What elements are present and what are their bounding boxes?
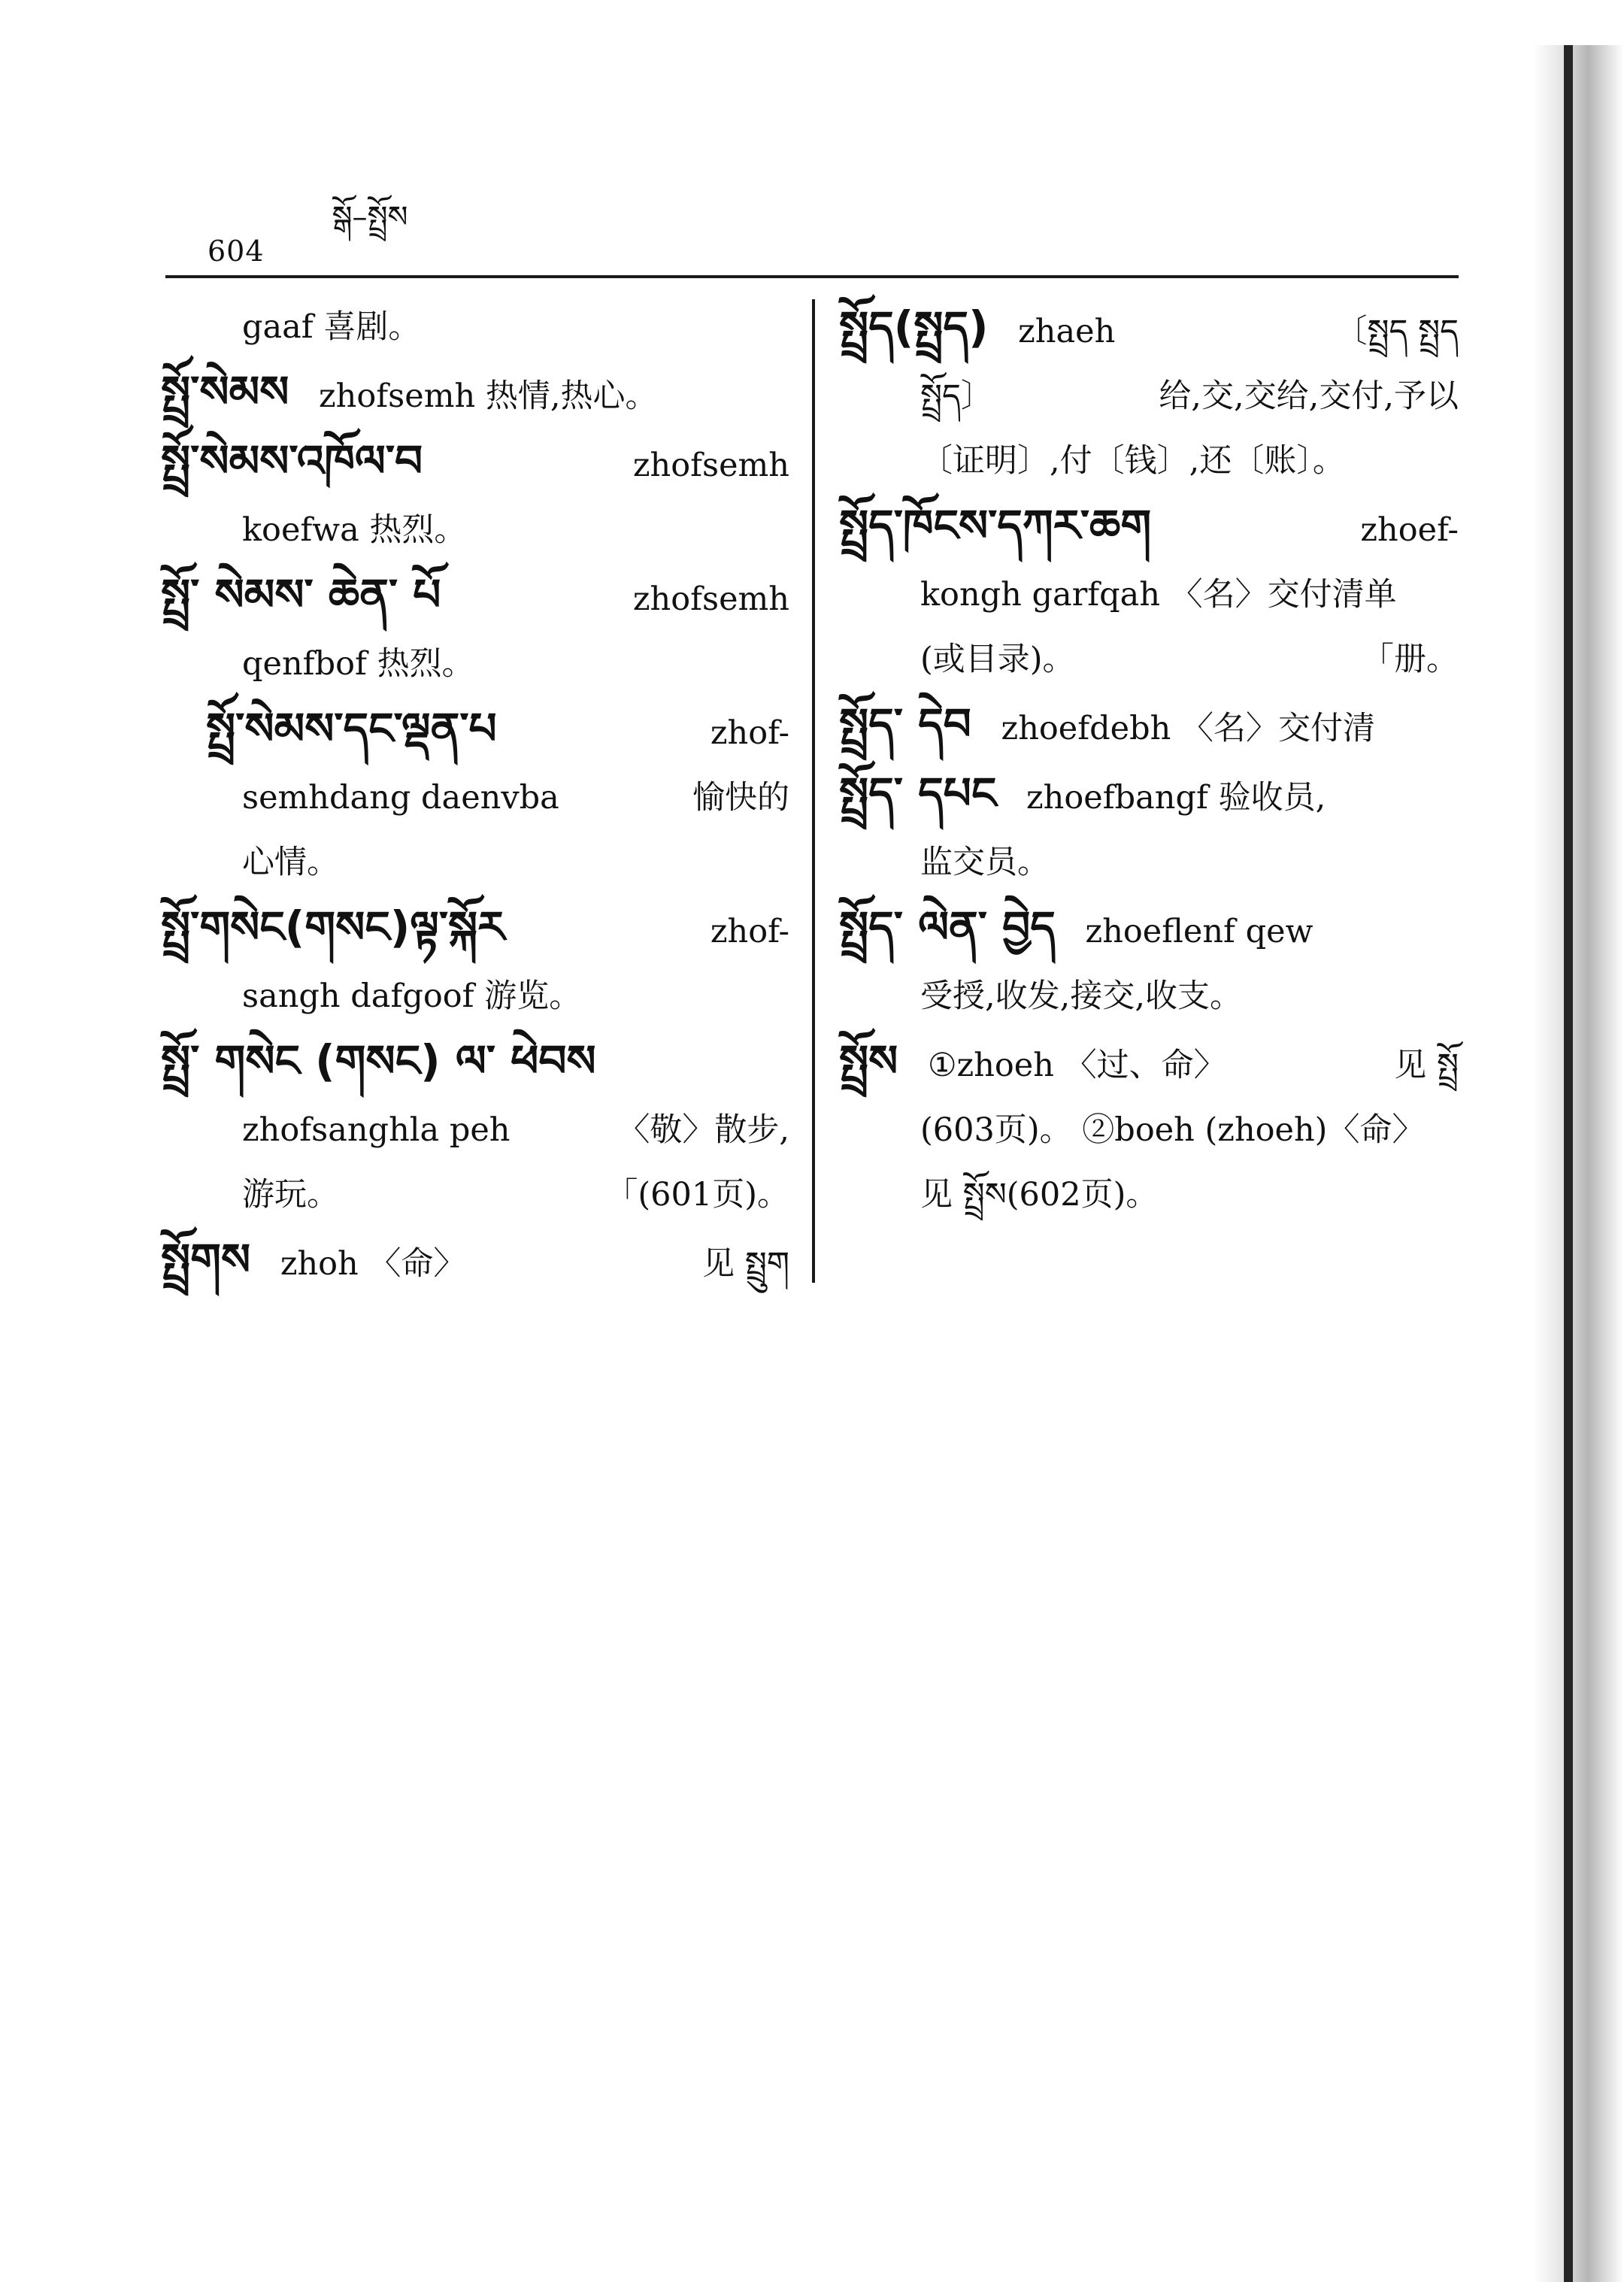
entry-gloss: 〔证明〕,付〔钱〕,还〔账〕。: [920, 442, 1345, 480]
entry-gloss: zhof-: [710, 714, 789, 752]
entry-gloss: qenfbof 热烈。: [242, 645, 474, 683]
entry-headword: སྤྲོད(སྤྲད): [839, 302, 989, 353]
dictionary-entry: [161, 359, 789, 429]
entry-gloss: 「册。: [1362, 641, 1459, 678]
entry-gloss: koefwa 热烈。: [242, 511, 467, 549]
entry-headword: སྤྲོ་གསེང(གསང)ལྟ་སྐོར: [161, 902, 505, 953]
entry-gloss: zhoefdebh 〈名〉交付清: [1001, 710, 1376, 747]
entry-headword: སྤྲོ་སེམས: [161, 366, 289, 417]
entry-variant-forms: 〔སྤྲད སྤྲད: [1335, 313, 1459, 350]
entry-cross-reference: 见 སྤྲུག: [702, 1245, 789, 1283]
dictionary-entry: [839, 493, 1459, 692]
running-head: [208, 200, 408, 268]
entry-continuation: [161, 295, 789, 359]
entry-gloss: zhoh 〈命〉: [280, 1245, 466, 1283]
dictionary-entry: [161, 429, 789, 562]
page-number: 604: [208, 235, 265, 268]
dictionary-subentry: [161, 696, 789, 895]
entry-gloss: zhofsanghla peh: [242, 1111, 511, 1149]
entry-gloss: zhaeh: [1018, 313, 1116, 350]
entry-headword: སྤྲོས: [839, 1035, 898, 1086]
entry-gloss: 监交员。: [920, 844, 1050, 881]
dictionary-entry: [839, 692, 1459, 761]
dictionary-entry: [839, 895, 1459, 1029]
entry-headword: སྤྲོད་ ལེན་ བྱེད: [839, 902, 1056, 953]
dictionary-entry: [161, 562, 789, 696]
running-head-word: སྒོ–སྤྲོས: [332, 200, 408, 235]
entry-gloss: ①zhoeh 〈过、命〉: [927, 1047, 1226, 1084]
entry-gloss: zhofsemh: [632, 447, 789, 484]
entry-gloss: 见 སྤྲོས(602页)。: [920, 1176, 1159, 1214]
entry-headword: སྤྲོ་སེམས་དང་ལྡན་པ: [206, 703, 497, 754]
entry-gloss: zhoeflenf qew: [1085, 913, 1313, 950]
entry-gloss: 受授,收发,接交,收支。: [920, 977, 1243, 1015]
column-divider: [812, 299, 815, 1283]
dictionary-entry: [161, 1029, 789, 1227]
entry-gloss: zhoefbangf 验收员,: [1026, 779, 1326, 817]
entry-headword: སྤྲོད་ཁོངས་དཀར་ཆག: [839, 500, 1152, 551]
dictionary-entry: [839, 1029, 1459, 1227]
entry-gloss: 〈敬〉散步,: [617, 1111, 789, 1149]
entry-gloss: (或目录)。: [920, 641, 1075, 678]
dictionary-entry: [839, 295, 1459, 493]
entry-gloss: (603页)。 ②boeh (zhoeh)〈命〉: [920, 1111, 1425, 1149]
entry-headword: སྤྲོ་ སེམས་ ཆེན་ པོ: [161, 569, 441, 620]
dictionary-entry: [161, 1227, 789, 1296]
left-column: [161, 295, 789, 1296]
entry-gloss: zhofsemh 热情,热心。: [319, 377, 658, 415]
entry-gloss: zhof-: [710, 913, 789, 950]
entry-gloss: 游玩。: [242, 1176, 339, 1214]
entry-gloss: 「(601页)。: [605, 1176, 789, 1214]
entry-headword: སྤྲོ་སེམས་འཁོལ་བ: [161, 435, 423, 486]
entry-headword: སྤྲོགས: [161, 1234, 251, 1285]
entry-headword: སྤྲོད་ དེབ: [839, 699, 971, 750]
entry-gloss: 给,交,交给,交付,予以: [1159, 377, 1459, 415]
entry-headword: སྤྲོ་ གསེང (གསང) ལ་ ཕེབས: [161, 1035, 596, 1086]
entry-gloss: zhofsemh: [632, 580, 789, 618]
entry-cross-reference: 见 སྤྲོ: [1394, 1047, 1459, 1084]
entry-gloss: 愉快的: [692, 779, 789, 817]
entry-gloss: zhoef-: [1360, 511, 1459, 549]
scan-edge-artifact: [1534, 45, 1624, 2282]
entry-gloss: semhdang daenvba: [242, 779, 559, 817]
entry-gloss: gaaf 喜剧。: [242, 308, 421, 346]
entry-gloss: kongh garfqah 〈名〉交付清单: [920, 576, 1397, 614]
right-column: [839, 295, 1459, 1227]
entry-gloss: 心情。: [242, 844, 339, 881]
entry-headword: སྤྲོད་ དཔང: [839, 768, 997, 819]
dictionary-entry: [839, 761, 1459, 895]
dictionary-entry: [161, 895, 789, 1029]
header-rule: [165, 275, 1459, 278]
entry-gloss: sangh dafgoof 游览。: [242, 977, 582, 1015]
entry-variant-forms: སྤྲོད〕: [920, 377, 993, 415]
